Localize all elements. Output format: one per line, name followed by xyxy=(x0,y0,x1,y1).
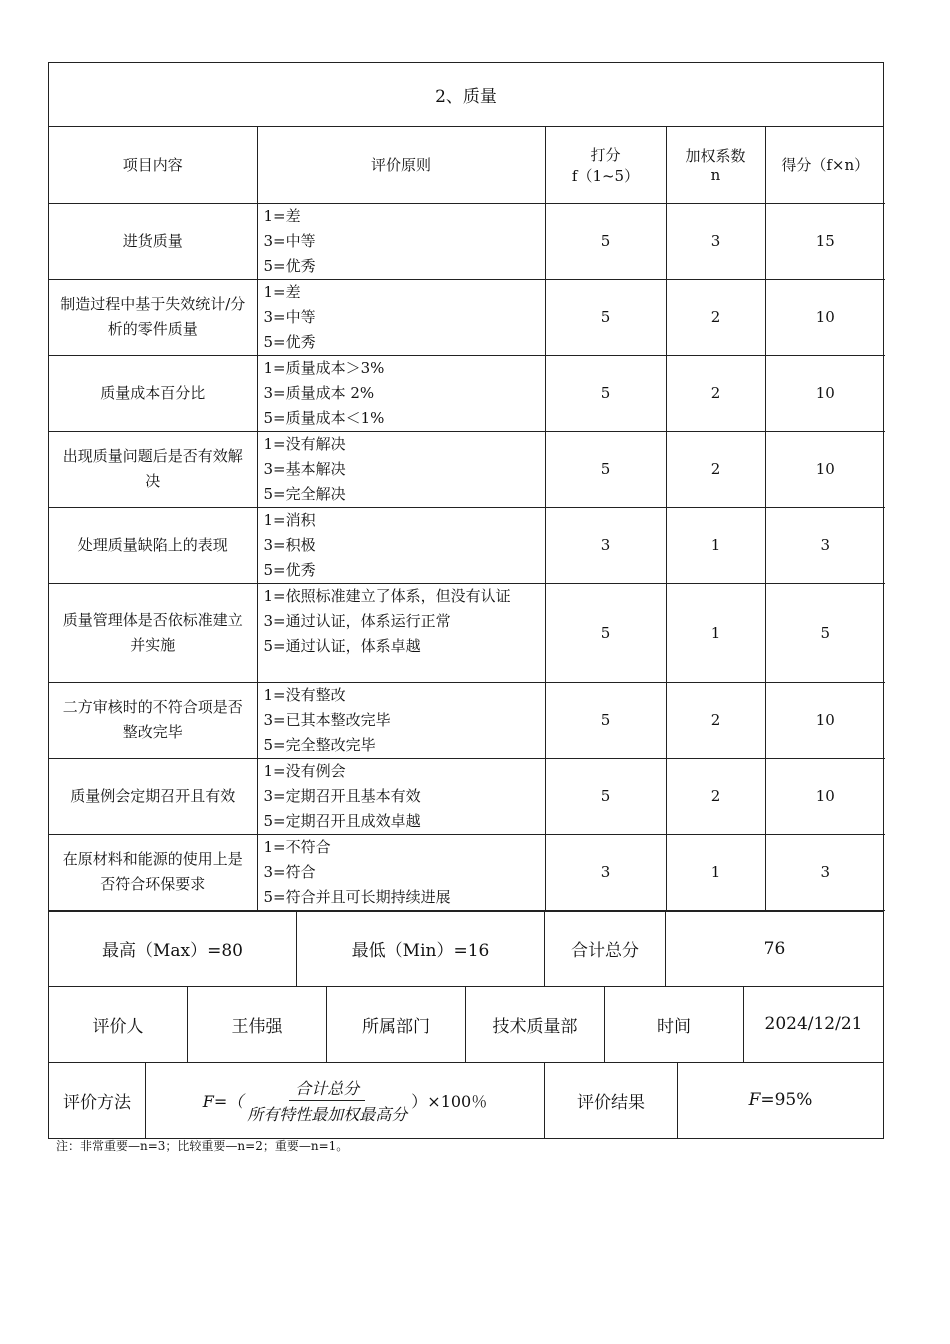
header-score-line1: 打分 xyxy=(590,145,621,164)
row-score-f: 5 xyxy=(545,279,666,355)
formula-numerator: 合计总分 xyxy=(289,1076,365,1101)
row-item: 出现质量问题后是否有效解决 xyxy=(49,431,257,507)
footnote: 注：非常重要—n=3；比较重要—n=2；重要—n=1。 xyxy=(56,1139,349,1153)
row-score-f: 3 xyxy=(545,507,666,583)
row-item: 质量管理体是否依标准建立并实施 xyxy=(49,583,257,682)
criteria-line: 3=通过认证，体系运行正常 xyxy=(263,611,451,630)
criteria-line: 3=定期召开且基本有效 xyxy=(263,786,421,805)
row-weight-n: 1 xyxy=(666,507,765,583)
criteria-line: 3=积极 xyxy=(263,535,316,554)
row-weight-n: 1 xyxy=(666,583,765,682)
row-weighted-score: 3 xyxy=(765,507,885,583)
criteria-line: 5=优秀 xyxy=(263,256,316,275)
table-row xyxy=(49,507,885,583)
evaluator-row xyxy=(49,986,883,1062)
row-criteria xyxy=(257,583,545,682)
time-value: 2024/12/21 xyxy=(764,1014,863,1034)
result-value xyxy=(678,1063,883,1138)
row-weight-n: 3 xyxy=(666,203,765,279)
row-weight-n: 1 xyxy=(666,834,765,910)
criteria-line: 3=质量成本 2% xyxy=(263,383,375,402)
method-formula xyxy=(146,1063,545,1138)
header-result: 得分（f×n） xyxy=(765,127,885,203)
criteria-line: 5=优秀 xyxy=(263,332,316,351)
quality-evaluation-form xyxy=(48,62,884,1139)
criteria-line: 1=不符合 xyxy=(263,837,331,856)
row-score-f: 5 xyxy=(545,583,666,682)
row-weighted-score: 10 xyxy=(765,758,885,834)
time-label: 时间 xyxy=(605,987,744,1062)
formula-denominator: 所有特性最加权最高分 xyxy=(247,1104,408,1124)
row-weight-n: 2 xyxy=(666,682,765,758)
row-score-f: 5 xyxy=(545,758,666,834)
result-f: F xyxy=(748,1090,761,1110)
criteria-line: 3=符合 xyxy=(263,862,316,881)
criteria-line: 5=完全整改完毕 xyxy=(263,735,376,754)
result-label: 评价结果 xyxy=(545,1063,678,1138)
row-weighted-score: 10 xyxy=(765,682,885,758)
row-weight-n: 2 xyxy=(666,355,765,431)
criteria-line: 5=符合并且可长期持续进展 xyxy=(263,887,451,906)
table-row xyxy=(49,279,885,355)
row-criteria xyxy=(257,834,545,910)
row-score-f: 5 xyxy=(545,355,666,431)
method-row xyxy=(49,1062,883,1138)
criteria-line: 1=没有例会 xyxy=(263,761,346,780)
criteria-line: 5=优秀 xyxy=(263,560,316,579)
criteria-line: 1=差 xyxy=(263,282,301,301)
evaluator-label: 评价人 xyxy=(49,987,188,1062)
criteria-line: 5=完全解决 xyxy=(263,484,346,503)
min-score: 最低（Min）=16 xyxy=(297,912,545,986)
criteria-line: 3=中等 xyxy=(263,231,316,250)
criteria-line: 5=通过认证，体系卓越 xyxy=(263,636,421,655)
quality-table xyxy=(49,127,885,911)
row-criteria xyxy=(257,682,545,758)
result-percent: =95% xyxy=(760,1090,813,1110)
row-criteria xyxy=(257,431,545,507)
row-item: 进货质量 xyxy=(49,203,257,279)
row-weight-n: 2 xyxy=(666,431,765,507)
row-weighted-score: 10 xyxy=(765,431,885,507)
row-item: 二方审核时的不符合项是否整改完毕 xyxy=(49,682,257,758)
method-label: 评价方法 xyxy=(49,1063,146,1138)
criteria-line: 1=没有解决 xyxy=(263,434,346,453)
row-score-f: 5 xyxy=(545,682,666,758)
row-weighted-score: 3 xyxy=(765,834,885,910)
criteria-line: 3=基本解决 xyxy=(263,459,346,478)
table-row xyxy=(49,355,885,431)
header-score-line2: f（1~5） xyxy=(571,166,640,185)
table-row xyxy=(49,203,885,279)
formula-fraction xyxy=(247,1076,407,1125)
header-item: 项目内容 xyxy=(49,127,257,203)
row-score-f: 5 xyxy=(545,203,666,279)
criteria-line: 5=定期召开且成效卓越 xyxy=(263,811,421,830)
department-value: 技术质量部 xyxy=(466,987,605,1062)
criteria-line: 1=质量成本＞3% xyxy=(263,358,385,377)
row-score-f: 3 xyxy=(545,834,666,910)
row-criteria xyxy=(257,203,545,279)
table-header-row xyxy=(49,127,885,203)
total-label: 合计总分 xyxy=(545,912,666,986)
criteria-line: 1=差 xyxy=(263,206,301,225)
summary-row xyxy=(49,911,883,986)
row-weighted-score: 15 xyxy=(765,203,885,279)
row-item: 在原材料和能源的使用上是否符合环保要求 xyxy=(49,834,257,910)
row-item: 质量成本百分比 xyxy=(49,355,257,431)
row-weight-n: 2 xyxy=(666,279,765,355)
max-score: 最高（Max）=80 xyxy=(49,912,297,986)
evaluator-name: 王伟强 xyxy=(188,987,327,1062)
criteria-line: 1=消积 xyxy=(263,510,316,529)
criteria-line: 3=已其本整改完毕 xyxy=(263,710,391,729)
row-criteria xyxy=(257,507,545,583)
row-item: 质量例会定期召开且有效 xyxy=(49,758,257,834)
header-weight-line1: 加权系数 xyxy=(685,147,746,166)
criteria-line: 1=没有整改 xyxy=(263,685,346,704)
department-label: 所属部门 xyxy=(327,987,466,1062)
table-row xyxy=(49,682,885,758)
row-score-f: 5 xyxy=(545,431,666,507)
table-row xyxy=(49,834,885,910)
row-item: 处理质量缺陷上的表现 xyxy=(49,507,257,583)
row-weight-n: 2 xyxy=(666,758,765,834)
section-title: 2、质量 xyxy=(49,63,883,127)
header-score xyxy=(545,127,666,203)
table-row xyxy=(49,758,885,834)
row-criteria xyxy=(257,355,545,431)
table-row xyxy=(49,431,885,507)
row-criteria xyxy=(257,279,545,355)
row-weighted-score: 10 xyxy=(765,355,885,431)
header-principle: 评价原则 xyxy=(257,127,545,203)
criteria-line: 1=依照标准建立了体系，但没有认证 xyxy=(263,586,511,605)
table-row xyxy=(49,583,885,682)
header-weight-line2: n xyxy=(710,166,721,185)
criteria-line: 5=质量成本＜1% xyxy=(263,408,385,427)
formula-lhs: F=（ xyxy=(202,1091,244,1111)
row-weighted-score: 10 xyxy=(765,279,885,355)
formula-rhs: ）×100％ xyxy=(411,1091,488,1111)
row-item: 制造过程中基于失效统计/分析的零件质量 xyxy=(49,279,257,355)
header-weight xyxy=(666,127,765,203)
criteria-line: 3=中等 xyxy=(263,307,316,326)
row-criteria xyxy=(257,758,545,834)
total-value: 76 xyxy=(763,938,786,959)
row-weighted-score: 5 xyxy=(765,583,885,682)
